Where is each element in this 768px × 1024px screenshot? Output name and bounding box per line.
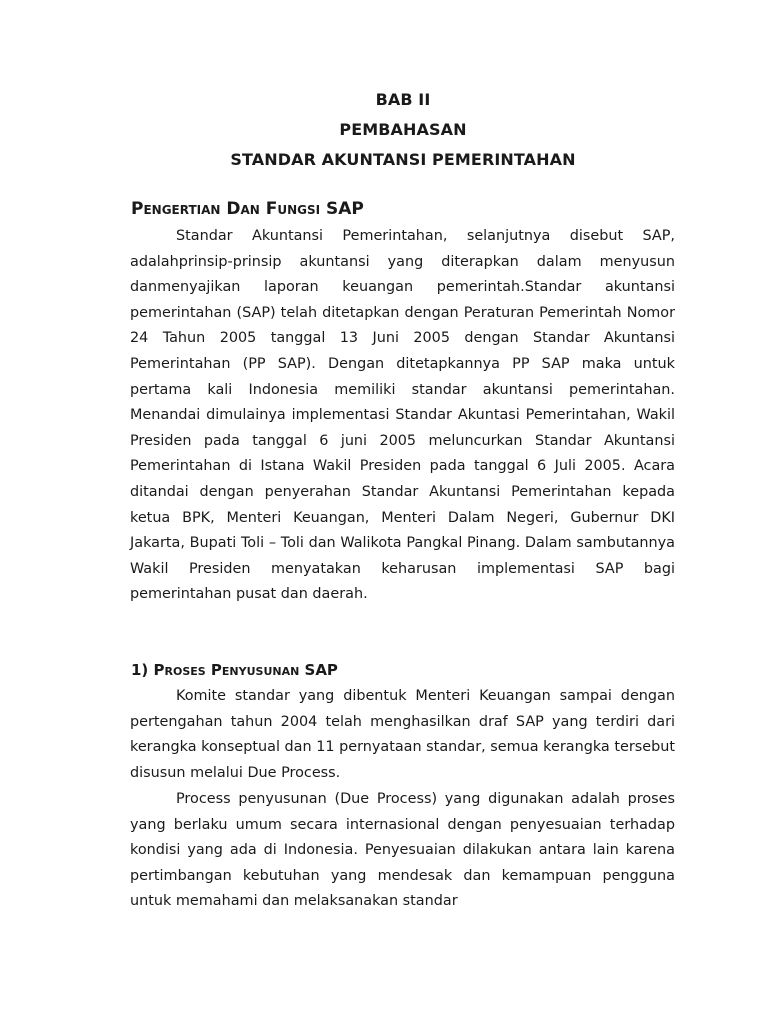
section-paragraph: Standar Akuntansi Pemerintahan, selanjutnya disebut SAP, adalahprinsip-prinsip akuntansi yang diterapkan dalam menyusun danmenyajikan laporan keuangan pemerintah.Standar akuntansi pemerintahan (SAP) telah ditetapkan dengan Peraturan Pemerintah Nomor 24 Tahun 2005 tanggal 13 Juni 2005 dengan Standar Akuntansi Pemerintahan (PP SAP). Dengan ditetapkannya PP SAP maka untuk pertama kali Indonesia memiliki standar akuntansi pemerintahan. Menandai dimulainya implementasi Standar Akuntasi Pemerintahan, Wakil Presiden pada tanggal 6 juni 2005 meluncurkan Standar Akuntansi Pemerintahan di Istana Wakil Presiden pada tanggal 6 Juli 2005. Acara ditandai dengan penyerahan Standar Akuntansi Pemerintahan kepada ketua BPK, Menteri Keuangan, Menteri Dalam Negeri, Gubernur DKI Jakarta, Bupati Toli – Toli dan Walikota Pangkal Pinang. Dalam sambutannya Wakil Presiden menyatakan keharusan implementasi SAP bagi pemerintahan pusat dan daerah.: [130, 228, 675, 603]
chapter-number: BAB II: [375, 90, 431, 109]
main-title: STANDAR AKUNTANSI PEMERINTAHAN: [230, 150, 576, 169]
chapter-title: PEMBAHASAN: [339, 120, 467, 139]
subsection-paragraph-2: Process penyusunan (Due Process) yang digunakan adalah proses yang berlaku umum secara internasional dengan penyesuaian terhadap kondisi yang ada di Indonesia. Penyesuaian dilakukan antara lain karena pertimbangan kebutuhan yang mendesak dan kemampuan pengguna untuk memahami dan melaksanakan standar: [130, 791, 675, 910]
subsection-paragraph-1: Komite standar yang dibentuk Menteri Keuangan sampai dengan pertengahan tahun 2004 telah menghasilkan draf SAP yang terdiri dari kerangka konseptual dan 11 pernyataan standar, semua kerangka tersebut disusun melalui Due Process.: [130, 688, 675, 781]
subsection-title: 1) Proses Penyusunan SAP: [131, 661, 338, 679]
section-title: Pengertian Dan Fungsi SAP: [131, 199, 364, 219]
chapter-heading: [0, 85, 768, 175]
